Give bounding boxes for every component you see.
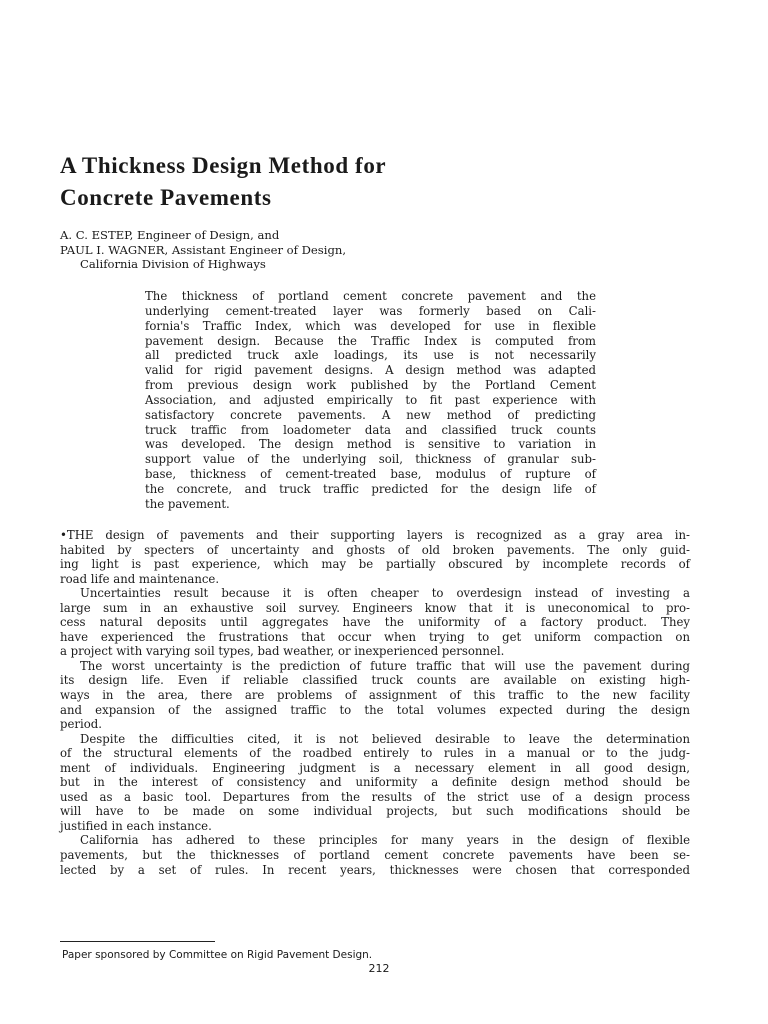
abstract-line: truck traffic from loadometer data and classified truck counts [145,422,596,437]
abstract-line: fornia's Traffic Index, which was developed for use in flexible [145,318,596,333]
abstract-line: all predicted truck axle loadings, its use is not necessarily [145,348,596,363]
body-line: justified in each instance. [60,818,212,833]
body-line: habited by specters of uncertainty and ghosts of old broken pavements. The only guid- [60,542,690,557]
abstract-line: Association, and adjusted empirically to fit past experience with [145,392,596,407]
body-line: of the structural elements of the roadbed entirely to rules in a manual or to the judg- [60,746,690,761]
body-line: The worst uncertainty is the prediction of future traffic that will use the pavement during [80,658,690,673]
abstract-line: support value of the underlying soil, thickness of granular sub- [145,452,596,467]
footnote: Paper sponsored by Committee on Rigid Pavement Design. [62,949,373,961]
body-line: its design life. Even if reliable classified truck counts are available on existing high- [60,673,690,688]
abstract-line: The thickness of portland cement concrete pavement and the [145,289,596,303]
body-line: a project with varying soil types, bad weather, or inexperienced personnel. [60,644,505,659]
author-affiliation: California Division of Highways [80,257,266,271]
title-line-2: Concrete Pavements [60,185,272,210]
body-line: lected by a set of rules. In recent years, thicknesses were chosen that corresponded [60,862,690,877]
abstract-line: valid for rigid pavement designs. A design method was adapted [145,363,596,378]
body-line: ing light is past experience, which may be partially obscured by incomplete records of [60,557,690,572]
abstract-line: underlying cement-treated layer was formerly based on Cali- [145,303,596,318]
abstract-line: the pavement. [145,496,230,511]
body-line: large sum in an exhaustive soil survey. Engineers know that it is uneconomical to pro- [60,600,690,615]
author-line-2: PAUL I. WAGNER, Assistant Engineer of Design, [60,242,347,257]
author-line-1: A. C. ESTEP, Engineer of Design, and [60,228,280,242]
abstract [145,289,596,512]
page-number: 212 [368,962,390,975]
body-line: Despite the difficulties cited, it is not believed desirable to leave the determination [80,731,690,746]
body-line: ways in the area, there are problems of assignment of this traffic to the new facility [60,688,690,703]
body-line: will have to be made on some individual projects, but such modifications should be [60,804,690,819]
author-block [60,228,700,272]
body-line: Uncertainties result because it is often cheaper to overdesign instead of investing a [80,586,690,601]
body-line: •THE design of pavements and their supporting layers is recognized as a gray area in- [60,528,690,542]
abstract-line: satisfactory concrete pavements. A new method of predicting [145,407,596,422]
abstract-line: the concrete, and truck traffic predicted for the design life of [145,481,596,496]
paper-title [60,150,680,214]
body-line: California has adhered to these principles for many years in the design of flexible [80,833,690,848]
body-line: used as a basic tool. Departures from the results of the strict use of a design process [60,789,690,804]
body-line: period. [60,717,102,732]
abstract-line: pavement design. Because the Traffic Index is computed from [145,333,596,348]
body-line: ment of individuals. Engineering judgment is a necessary element in all good design, [60,760,690,775]
body-line: have experienced the frustrations that occur when trying to get uniform compaction on [60,629,690,644]
body-line: road life and maintenance. [60,571,220,586]
body-text [60,528,690,877]
footnote-rule [60,941,215,942]
abstract-line: from previous design work published by the Portland Cement [145,378,596,393]
body-line: cess natural deposits until aggregates have the uniformity of a factory product. They [60,615,690,630]
body-line: and expansion of the assigned traffic to the total volumes expected during the design [60,702,690,717]
body-line: pavements, but the thicknesses of portland cement concrete pavements have been se- [60,848,690,863]
title-line-1: A Thickness Design Method for [60,153,387,178]
abstract-line: base, thickness of cement-treated base, modulus of rupture of [145,467,596,482]
body-line: but in the interest of consistency and uniformity a definite design method should be [60,775,690,790]
abstract-line: was developed. The design method is sensitive to variation in [145,437,596,452]
